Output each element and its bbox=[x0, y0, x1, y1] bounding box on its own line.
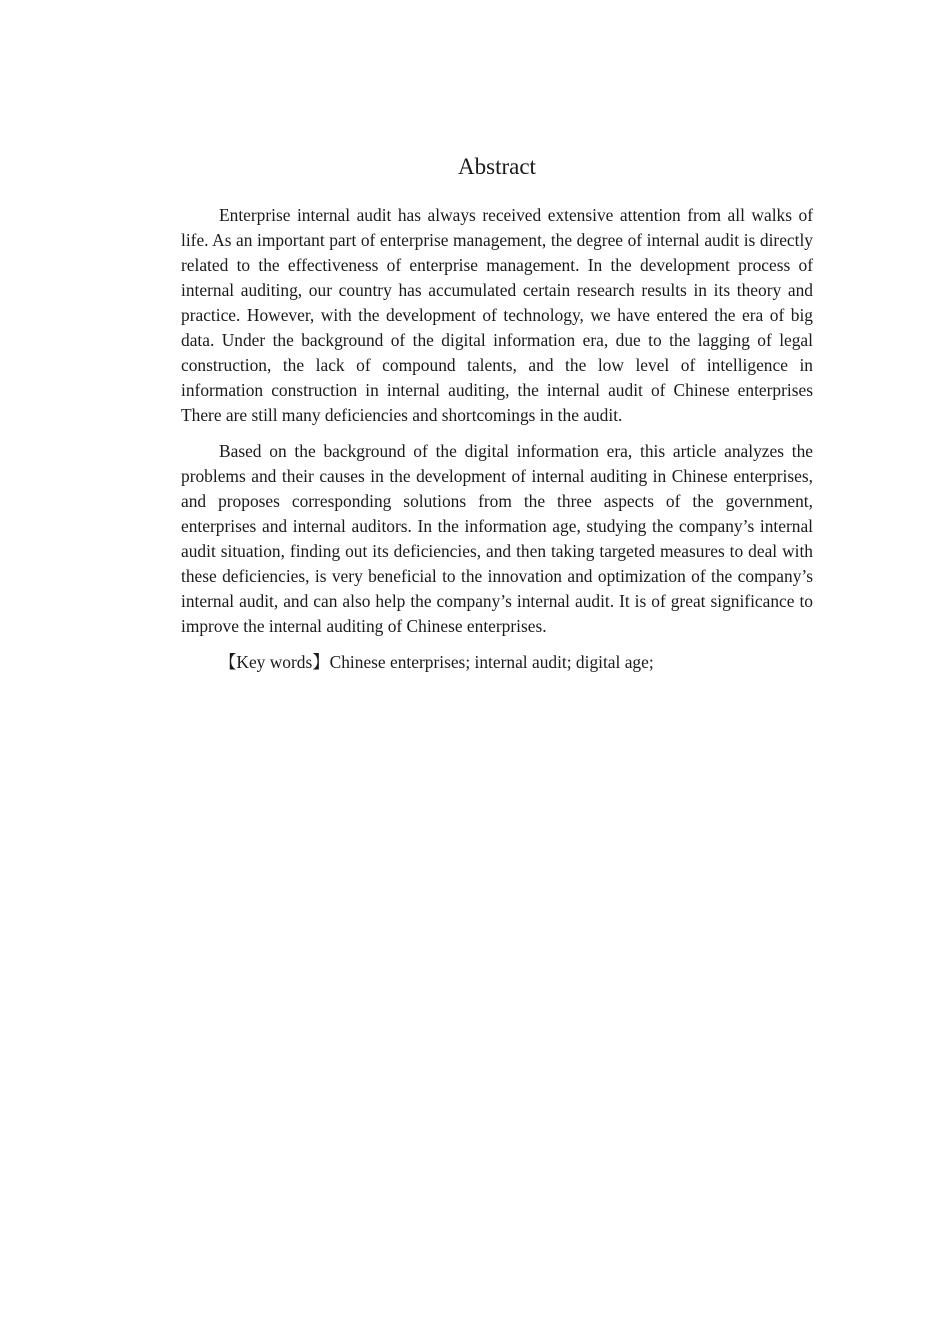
abstract-paragraph-1: Enterprise internal audit has always received extensive attention from all walks of life. As an important part of enterprise management, the degree of internal audit is directly related to the effectiveness of enterprise management. In the development process of internal auditing, our country has accumulated certain research results in its theory and practice. However, with the development of technology, we have entered the era of big data. Under the background of the digital information era, due to the lagging of legal construction, the lack of compound talents, and the low level of intelligence in information construction in internal auditing, the internal audit of Chinese enterprises There are still many deficiencies and shortcomings in the audit. bbox=[181, 205, 813, 425]
abstract-section bbox=[181, 150, 813, 675]
keywords-label: 【Key words】 bbox=[219, 652, 330, 672]
keywords-line bbox=[181, 650, 813, 675]
abstract-paragraph-2: Based on the background of the digital information era, this article analyzes the problems and their causes in the development of internal auditing in Chinese enterprises, and proposes corresponding solutions from the three aspects of the government, enterprises and internal auditors. In the information age, studying the company’s internal audit situation, finding out its deficiencies, and then taking targeted measures to deal with these deficiencies, is very beneficial to the innovation and optimization of the company’s internal audit, and can also help the company’s internal audit. It is of great significance to improve the internal auditing of Chinese enterprises. bbox=[181, 441, 813, 636]
abstract-title: Abstract bbox=[458, 154, 536, 179]
keywords-text: Chinese enterprises; internal audit; digital age; bbox=[329, 652, 654, 672]
